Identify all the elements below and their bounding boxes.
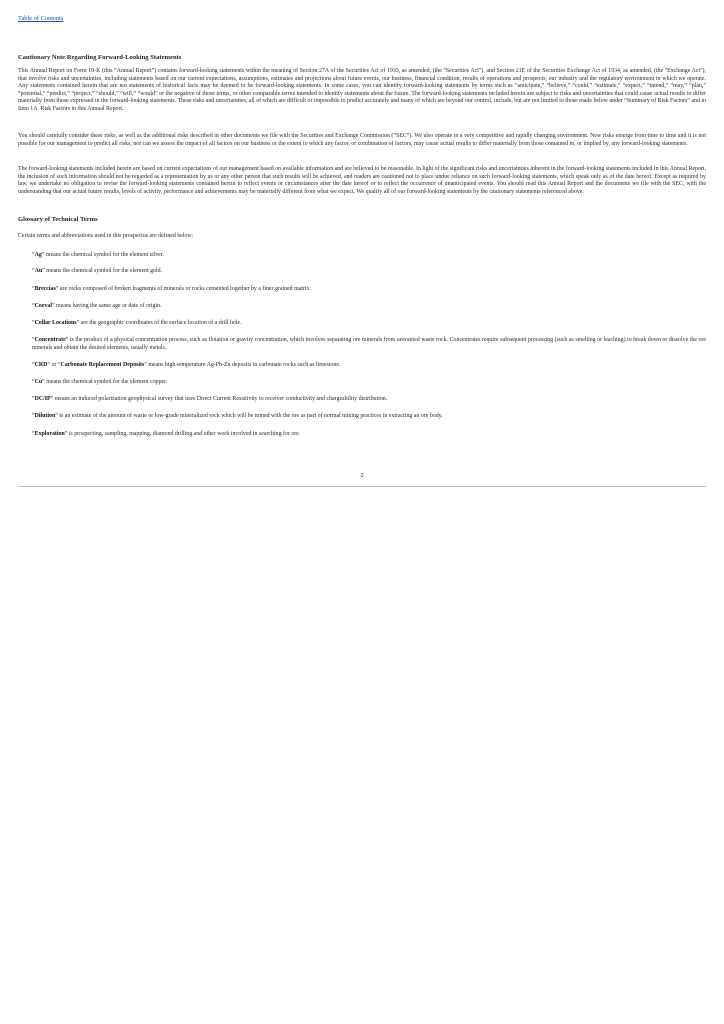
glossary-term-exploration: “Exploration” is prospecting, sampling, mapping, diamond drilling and other work involved in searching for ore. bbox=[32, 431, 301, 437]
glossary-intro: Certain terms and abbreviations used in this prospectus are defined below: bbox=[18, 233, 194, 239]
glossary-term-dcip: “DC/IP” means an induced polarization geophysical survey that uses Direct Current Resistivity to receiver conductivity and chargeability distribution. bbox=[32, 396, 388, 402]
glossary-term-concentrate: “Concentrate” is the product of a physical concentration process, such as flotation or gravity concentration, which involves separating ore minerals from unwanted waste rock. Concentrates require subsequent processing (such as smelting or leaching) to break down or dissolve the ore minerals and obtain the desired elements, usually metals. bbox=[32, 337, 706, 351]
glossary-term-dilution: “Dilution” is an estimate of the amount of waste or low-grade mineralized rock which will be mined with the ore as part of normal mining practices in extracting an ore body. bbox=[32, 413, 443, 419]
page-number: 2 bbox=[360, 472, 364, 479]
cautionary-note-heading: Cautionary Note Regarding Forward-Looking Statements bbox=[18, 54, 182, 61]
glossary-term-coeval: “Coeval” means having the same age or date of origin. bbox=[32, 303, 162, 309]
table-of-contents-link[interactable]: Table of Contents bbox=[18, 15, 64, 22]
glossary-term-cu: “Cu” means the chemical symbol for the element copper. bbox=[32, 379, 168, 385]
cautionary-paragraph-2: You should carefully consider these risks, as well as the additional risks described in other documents we file with the Securities and Exchange Commission (“SEC”). We also operate in a very competitive and rapidly changing environment. New risks emerge from time to time and it is not possible for our management to predict all risks, nor can we assess the impact of all factors on our business or the extent to which any factor, or combination of factors, may cause actual results to differ materially from those contained in, or implied by, any forward-looking statements. bbox=[18, 133, 706, 147]
glossary-term-au: “Au” means the chemical symbol for the element gold. bbox=[32, 268, 163, 274]
glossary-heading: Glossary of Technical Terms bbox=[18, 216, 98, 223]
cautionary-paragraph-1: This Annual Report on Form 10-K (this “Annual Report”) contains forward-looking statements within the meaning of Section 27A of the Securities Act of 1933, as amended, (the "Securities Act"), and Section 21E of the Securities Exchange Act of 1934, as amended, (the "Exchange Act"), that involve risks and uncertainties, including statements based on our current expectations, assumptions, estimates and projections about future events, our business, financial condition, results of operations and prospects, our industry and the regulatory environment in which we operate. Any statements contained herein that are not statements of historical facts may be deemed to be forward-looking statements. In some cases, you can identify forward-looking statements by terms such as “anticipate,” “believe,” “could,” “estimate,” “expect,” “intend,” “may,” “plan,” “potential,” “predict,” “project,” “should,” “will,” “would” or the negative of those terms, or other comparable terms intended to identify statements about the future. The forward-looking statements included herein are subject to risks and uncertainties that could cause actual results to differ materially from those expressed in the forward-looking statements. These risks and uncertainties, all of which are difficult or impossible to predict accurately and many of which are beyond our control, include, but are not limited to those made below under “Summary of Risk Factors” and in Item 1A. Risk Factors in this Annual Report. bbox=[18, 68, 706, 112]
cautionary-paragraph-3: The forward-looking statements included herein are based on current expectations of our management based on available information and are believed to be reasonable. In light of the significant risks and uncertainties inherent in the forward-looking statements included in this Annual Report, the inclusion of such information should not be regarded as a representation by us or any other person that such results will be achieved, and readers are cautioned not to place undue reliance on such forward-looking statements, which speak only as of the date hereof. Except as required by law, we undertake no obligation to revise the forward-looking statements contained herein to reflect events or circumstances after the date hereof or to reflect the occurrence of unanticipated events. You should read this Annual Report and the documents we file with the SEC, with the understanding that our actual future results, levels of activity, performance and achievements may be materially different from what we expect. We qualify all of our forward-looking statements by the cautionary statements referenced above. bbox=[18, 166, 706, 195]
glossary-term-breccias: “Breccias” are rocks composed of broken fragments of minerals or rocks cemented together by a finer grained matrix. bbox=[32, 286, 311, 292]
glossary-term-crd: “CRD” or “Carbonate Replacement Deposits” means high-temperature Ag-Pb-Zn deposits in carbonate rocks such as limestone. bbox=[32, 362, 341, 368]
page-divider bbox=[18, 486, 706, 487]
glossary-term-collar-locations: “Collar Locations” are the geographic coordinates of the surface location of a drill hole. bbox=[32, 320, 242, 326]
glossary-term-ag: “Ag” means the chemical symbol for the element silver. bbox=[32, 252, 165, 258]
